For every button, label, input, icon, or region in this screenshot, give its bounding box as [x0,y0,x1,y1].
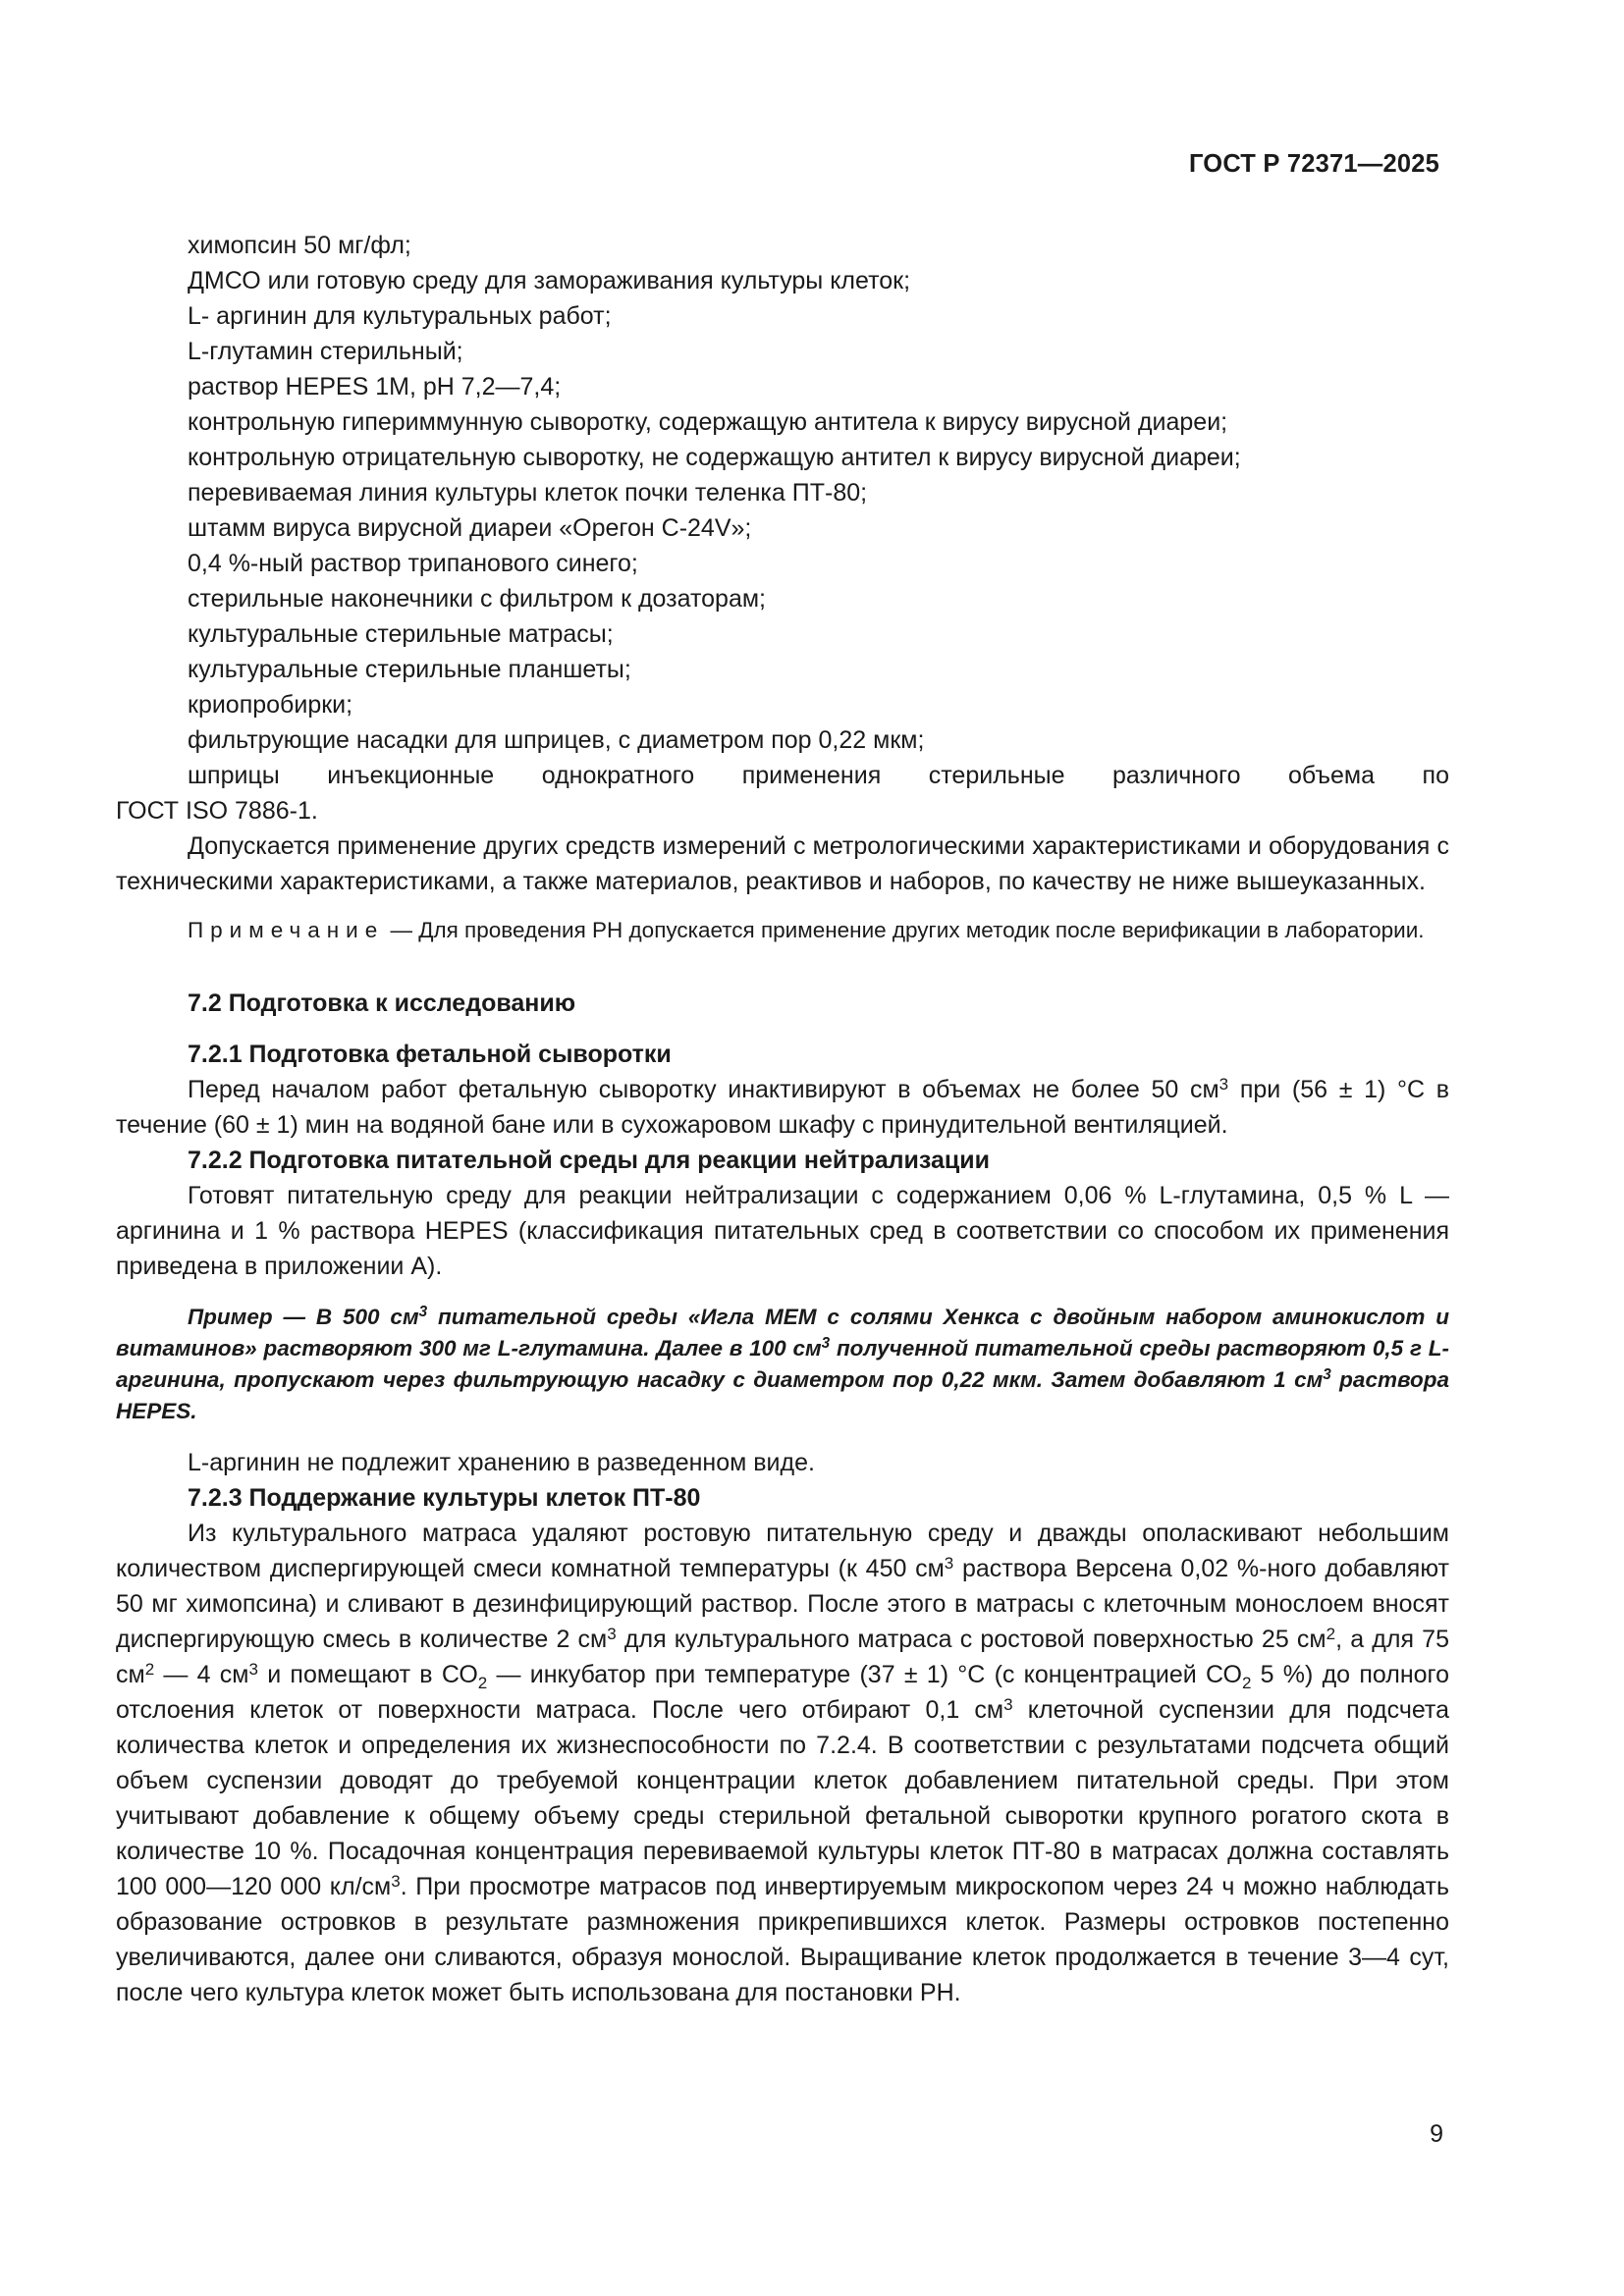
materials-list [116,228,1449,828]
list-item: химопсин 50 мг/фл; [188,232,411,259]
section-7-2-1-heading: 7.2.1 Подготовка фетальной сыворотки [188,1041,672,1068]
section-7-2-2-paragraph: Готовят питательную среду для реакции нейтрализации с содержанием 0,06 % L-глутамина, 0,5 % L — аргинина и 1 % раствора HEPES (классификация питательных сред в соответствии со способом их применения приведена в приложении А). [116,1182,1449,1280]
document-body [116,228,1449,2010]
list-item: L- аргинин для культуральных работ; [188,302,612,330]
list-item: культуральные стерильные планшеты; [188,656,631,683]
section-7-2-3-paragraph: Из культурального матраса удаляют ростовую питательную среду и дважды ополаскивают небольшим количеством диспергирующей смеси комнатной температуры (к 450 $см^3$ раствора Версена 0,02 %-ного добавляют 50 мг химопсина) и сливают в дезинфицирующий раствор. После этого в матрасы с клеточным монослоем вносят диспергирующую смесь в количестве 2 $см^3$ для культурального матраса с ростовой поверхностью 25 $см^2$, а для 75 $см^2$ — 4 $см^3$ и помещают в $СО_2$ — инкубатор при температуре (37 ± 1) °С (с концентрацией $СО_2$ 5 %) до полного отслоения клеток от поверхности матраса. После чего отбирают 0,1 $см^3$ клеточной суспензии для подсчета количества клеток и определения их жизнеспособности по 7.2.4. В соответствии с результатами подсчета общий объем суспензии доводят до требуемой концентрации клеток добавлением питательной среды. При этом учитывают добавление к общему объему среды стерильной фетальной сыворотки крупного рогатого скота в количестве 10 %. Посадочная концентрация перевиваемой культуры клеток ПТ-80 в матрасах должна составлять 100 000—120 000 $кл/см^3$. При просмотре матрасов под инвертируемым микроскопом через 24 ч можно наблюдать образование островков в результате размножения прикрепившихся клеток. Размеры островков постепенно увеличиваются, далее они сливаются, образуя монослой. Выращивание клеток продолжается в течение 3—4 сут, после чего культура клеток может быть использована для постановки РН. [116,1520,1449,2006]
list-item: штамм вируса вирусной диареи «Орегон С-24V»; [188,514,752,542]
list-item: ДМСО или готовую среду для замораживания культуры клеток; [188,267,911,294]
arginine-storage-note: L-аргинин не подлежит хранению в разведенном виде. [188,1449,815,1476]
section-7-2-1-paragraph: Перед началом работ фетальную сыворотку инактивируют в объемах не более 50 $см^3$ при (56 ± 1) °С в течение (60 ± 1) мин на водяной бане или в сухожаровом шкафу с принудительной вентиляцией. [116,1074,1449,1139]
list-item: раствор HEPES 1M, pH 7,2—7,4; [188,373,562,400]
list-item: L-глутамин стерильный; [188,338,463,365]
list-item: фильтрующие насадки для шприцев, с диаметром пор 0,22 мкм; [188,726,925,754]
section-7-2-3-heading: 7.2.3 Поддержание культуры клеток ПТ-80 [188,1484,701,1512]
example-paragraph: Пример — В 500 $см^3$ питательной среды «Игла МЕМ с солями Хенкса с двойным набором аминокислот и витаминов» растворяют 300 мг L-глутамина. Далее в 100 $см^3$ полученной питательной среды растворяют 0,5 г L-аргинина, пропускают через фильтрующую насадку с диаметром пор 0,22 мкм. Затем добавляют 1 $см^3$ раствора HEPES. [116,1304,1450,1423]
list-item: шприцы инъекционные однократного применения стерильные различного объема по [188,762,1449,789]
list-item: контрольную гипериммунную сыворотку, содержащую антитела к вирусу вирусной диареи; [188,408,1228,436]
section-7-2-2-heading: 7.2.2 Подготовка питательной среды для реакции нейтрализации [188,1147,990,1174]
page-number: 9 [1430,2120,1443,2148]
note [116,915,1449,946]
list-item: контрольную отрицательную сыворотку, не содержащую антител к вирусу вирусной диареи; [188,444,1241,471]
standard-id-header: ГОСТ Р 72371—2025 [1188,150,1439,178]
list-item-continuation: ГОСТ ISO 7886-1. [116,797,318,825]
list-item: стерильные наконечники с фильтром к дозаторам; [188,585,766,613]
section-7-2-heading: 7.2 Подготовка к исследованию [188,989,576,1017]
list-item: криопробирки; [188,691,353,719]
note-label: Примечание [188,918,385,942]
list-item: культуральные стерильные матрасы; [188,620,614,648]
allowance-paragraph: Допускается применение других средств измерений с метрологическими характеристиками и оборудования с техническими характеристиками, а также материалов, реактивов и наборов, по качеству не ниже вышеуказанных. [116,832,1449,895]
list-item: 0,4 %-ный раствор трипанового синего; [188,550,638,577]
list-item: перевиваемая линия культуры клеток почки теленка ПТ-80; [188,479,868,507]
note-text: — Для проведения РН допускается применение других методик после верификации в лаборатории. [384,918,1425,942]
